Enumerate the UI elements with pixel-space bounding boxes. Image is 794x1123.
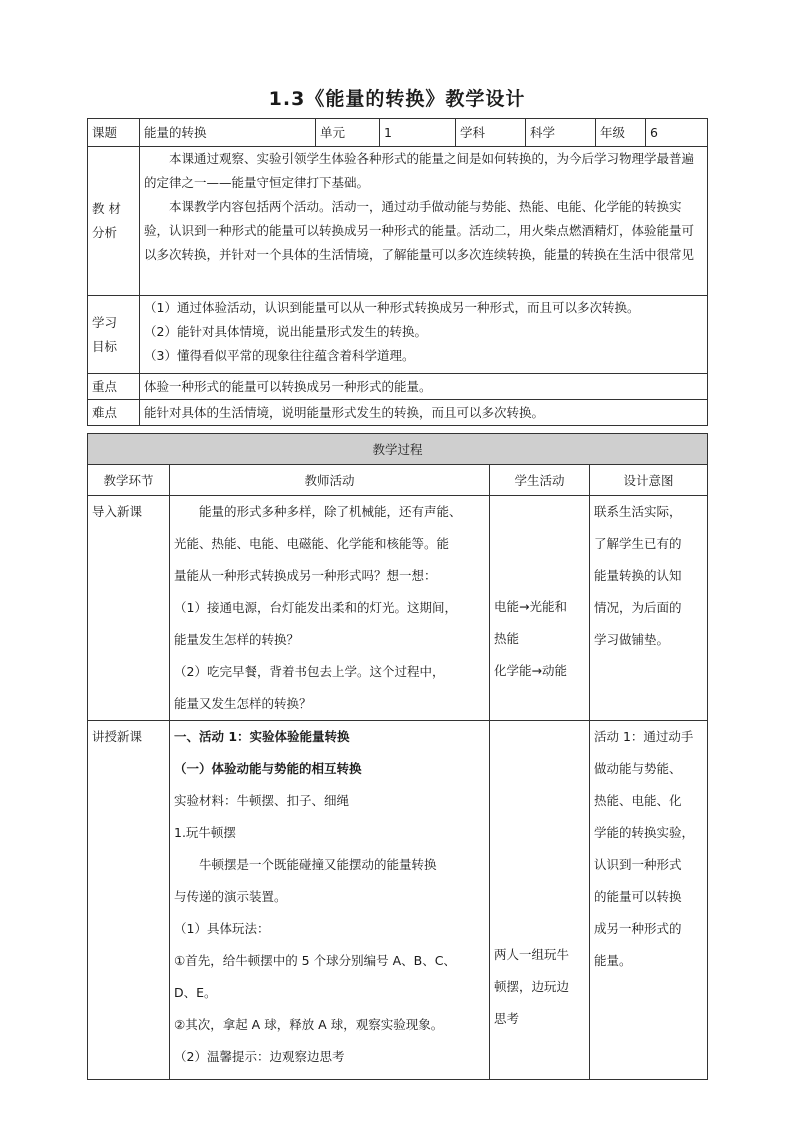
unit-label: 单元 bbox=[316, 119, 380, 147]
objectives-list bbox=[140, 296, 708, 374]
grade-value: 6 bbox=[646, 119, 708, 147]
process-header-row bbox=[88, 434, 708, 465]
lecture-student-activity: 两人一组玩牛 顿摆，边玩边 思考 bbox=[490, 721, 590, 1080]
analysis-label: 教 材 分析 bbox=[88, 147, 140, 296]
analysis-row bbox=[88, 147, 708, 296]
intro-design-intent: 联系生活实际， 了解学生已有的 能量转换的认知 情况，为后面的 学习做铺垫。 bbox=[590, 496, 708, 721]
intro-teacher-activity: 能量的形式多种多样，除了机械能，还有声能、 光能、热能、电能、电磁能、化学能和核能等。能 量能从一种形式转换成另一种形式吗？想一想： （1）接通电源，台灯能发出柔和的灯光。这期间， 能量发生怎样的转换？ （2）吃完早餐，背着书包去上学。这个过程中， 能量又发生怎样的转换？ bbox=[170, 496, 490, 721]
objective-item: （3）懂得看似平常的现象往往蕴含着科学道理。 bbox=[144, 348, 415, 363]
subject-value: 科学 bbox=[526, 119, 596, 147]
key-point-text: 体验一种形式的能量可以转换成另一种形式的能量。 bbox=[140, 374, 708, 400]
key-point-row bbox=[88, 374, 708, 400]
objectives-label: 学习 目标 bbox=[88, 296, 140, 374]
column-header-row bbox=[88, 465, 708, 496]
difficulty-text: 能针对具体的生活情境，说明能量形式发生的转换，而且可以多次转换。 bbox=[140, 400, 708, 426]
difficulty-label: 难点 bbox=[88, 400, 140, 426]
column-header: 设计意图 bbox=[590, 465, 708, 496]
lecture-row bbox=[88, 721, 708, 1080]
column-header: 学生活动 bbox=[490, 465, 590, 496]
intro-row bbox=[88, 496, 708, 721]
document-title: 1.3《能量的转换》教学设计 bbox=[268, 88, 526, 110]
intro-student-activity: 电能→光能和 热能 化学能→动能 bbox=[490, 496, 590, 721]
objective-item: （1）通过体验活动，认识到能量可以从一种形式转换成另一种形式，而且可以多次转换。 bbox=[144, 300, 640, 315]
process-table bbox=[87, 433, 708, 1080]
column-header: 教学环节 bbox=[88, 465, 170, 496]
grade-label: 年级 bbox=[596, 119, 646, 147]
objective-item: （2）能针对具体情境，说出能量形式发生的转换。 bbox=[144, 324, 427, 339]
process-header: 教学过程 bbox=[88, 434, 708, 465]
objectives-row bbox=[88, 296, 708, 374]
analysis-paragraph: 本课通过观察、实验引领学生体验各种形式的能量之间是如何转换的，为今后学习物理学最普遍的定律之一——能量守恒定律打下基础。 bbox=[144, 151, 695, 190]
difficulty-row bbox=[88, 400, 708, 426]
lecture-teacher-activity: 一、活动 1：实验体验能量转换 （一）体验动能与势能的相互转换 实验材料：牛顿摆、扣子、细绳 1.玩牛顿摆 牛顿摆是一个既能碰撞又能摆动的能量转换 与传递的演示装置。 （1）具体玩法： ①首先，给牛顿摆中的 5 个球分别编号 A、B、C、 D、E。 ②其次，拿起 A 球，释放 A 球，观察实验现象。 （2）温馨提示：边观察边思考 bbox=[170, 721, 490, 1080]
lesson-value: 能量的转换 bbox=[140, 119, 316, 147]
unit-value: 1 bbox=[380, 119, 456, 147]
column-header: 教师活动 bbox=[170, 465, 490, 496]
intro-stage: 导入新课 bbox=[88, 496, 170, 721]
lesson-label: 课题 bbox=[88, 119, 140, 147]
lecture-design-intent: 活动 1：通过动手 做动能与势能、 热能、电能、化 学能的转换实验， 认识到一种形式 的能量可以转换 成另一种形式的 能量。 bbox=[590, 721, 708, 1080]
lecture-stage: 讲授新课 bbox=[88, 721, 170, 1080]
lesson-info-table bbox=[87, 118, 708, 426]
key-point-label: 重点 bbox=[88, 374, 140, 400]
subject-label: 学科 bbox=[456, 119, 526, 147]
analysis-paragraph: 本课教学内容包括两个活动。活动一，通过动手做动能与势能、热能、电能、化学能的转换实验，认识到一种形式的能量可以转换成另一种形式的能量。活动二，用火柴点燃酒精灯，体验能量可以多次转换，并针对一个具体的生活情境，了解能量可以多次连续转换，能量的转换在生活中很常见 bbox=[144, 199, 695, 262]
info-row bbox=[88, 119, 708, 147]
analysis-content bbox=[140, 147, 708, 296]
